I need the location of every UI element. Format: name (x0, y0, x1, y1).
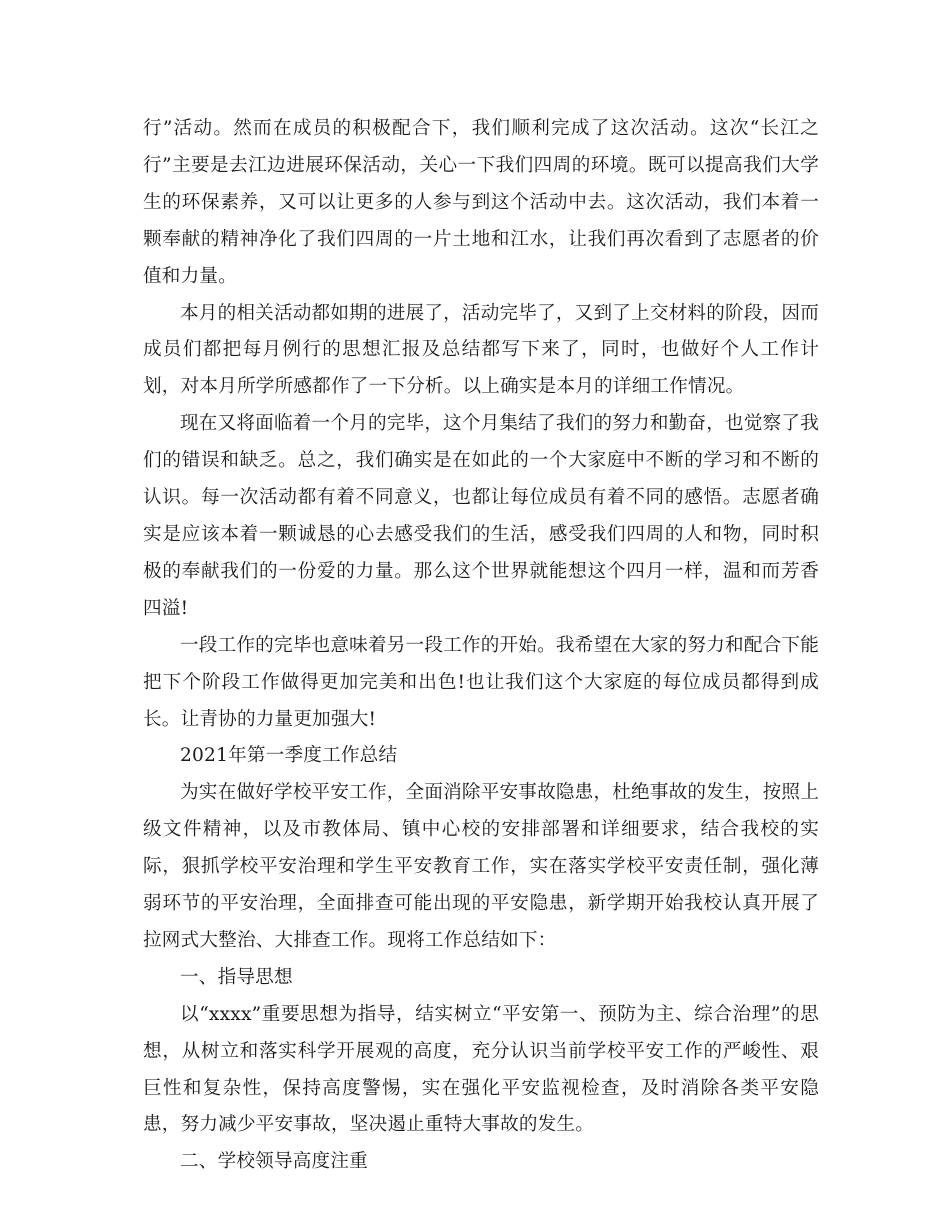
paragraph-changjiang-activity: 行”活动。然而在成员的积极配合下，我们顺利完成了这次活动。这次“长江之行”主要是去江边进展环保活动，关心一下我们四周的环境。既可以提高我们大学生的环保素养，又可以让更多的人参与到这个活动中去。这次活动，我们本着一颗奉献的精神净化了我们四周的一片土地和江水，让我们再次看到了志愿者的价值和力量。 (143, 118, 819, 287)
heading-guiding-thought: 一、指导思想 (180, 966, 293, 988)
paragraph-month-reflection: 现在又将面临着一个月的完毕，这个月集结了我们的努力和勤奋，也觉察了我们的错误和缺乏。总之，我们确实是在如此的一个大家庭中不断的学习和不断的认识。每一次活动都有着不同意义，也都让每位成员有着不同的感悟。志愿者确实是应该本着一颗诚恳的心去感受我们的生活，感受我们四周的人和物，同时积极的奉献我们的一份爱的力量。那么这个世界就能想这个四月一样，温和而芳香四溢! (143, 413, 819, 619)
document-body (143, 111, 819, 1181)
paragraph-next-stage: 一段工作的完毕也意味着另一段工作的开始。我希望在大家的努力和配合下能把下个阶段工作做得更加完美和出色!也让我们这个大家庭的每位成员都得到成长。让青协的力量更加强大! (143, 634, 819, 730)
paragraph-guiding-thought: 以“xxxx”重要思想为指导，结实树立“平安第一、预防为主、综合治理”的思想，从树立和落实科学开展观的高度，充分认识当前学校平安工作的严峻性、艰巨性和复杂性，保持高度警惕，实在强化平安监视检查，及时消除各类平安隐患，努力减少平安事故，坚决遏止重特大事故的发生。 (143, 1003, 819, 1136)
section-title-quarter-summary: 2021年第一季度工作总结 (180, 745, 398, 767)
paragraph-monthly-materials: 本月的相关活动都如期的进展了，活动完毕了，又到了上交材料的阶段，因而成员们都把每月例行的思想汇报及总结都写下来了，同时，也做好个人工作计划，对本月所学所感都作了一下分析。以上确实是本月的详细工作情况。 (143, 302, 819, 398)
heading-leadership-attention: 二、学校领导高度注重 (180, 1151, 368, 1173)
paragraph-safety-intro: 为实在做好学校平安工作，全面消除平安事故隐患，杜绝事故的发生，按照上级文件精神，以及市教体局、镇中心校的安排部署和详细要求，结合我校的实际，狠抓学校平安治理和学生平安教育工作，实在落实学校平安责任制，强化薄弱环节的平安治理，全面排查可能出现的平安隐患，新学期开始我校认真开展了拉网式大整治、大排查工作。现将工作总结如下： (143, 782, 819, 951)
